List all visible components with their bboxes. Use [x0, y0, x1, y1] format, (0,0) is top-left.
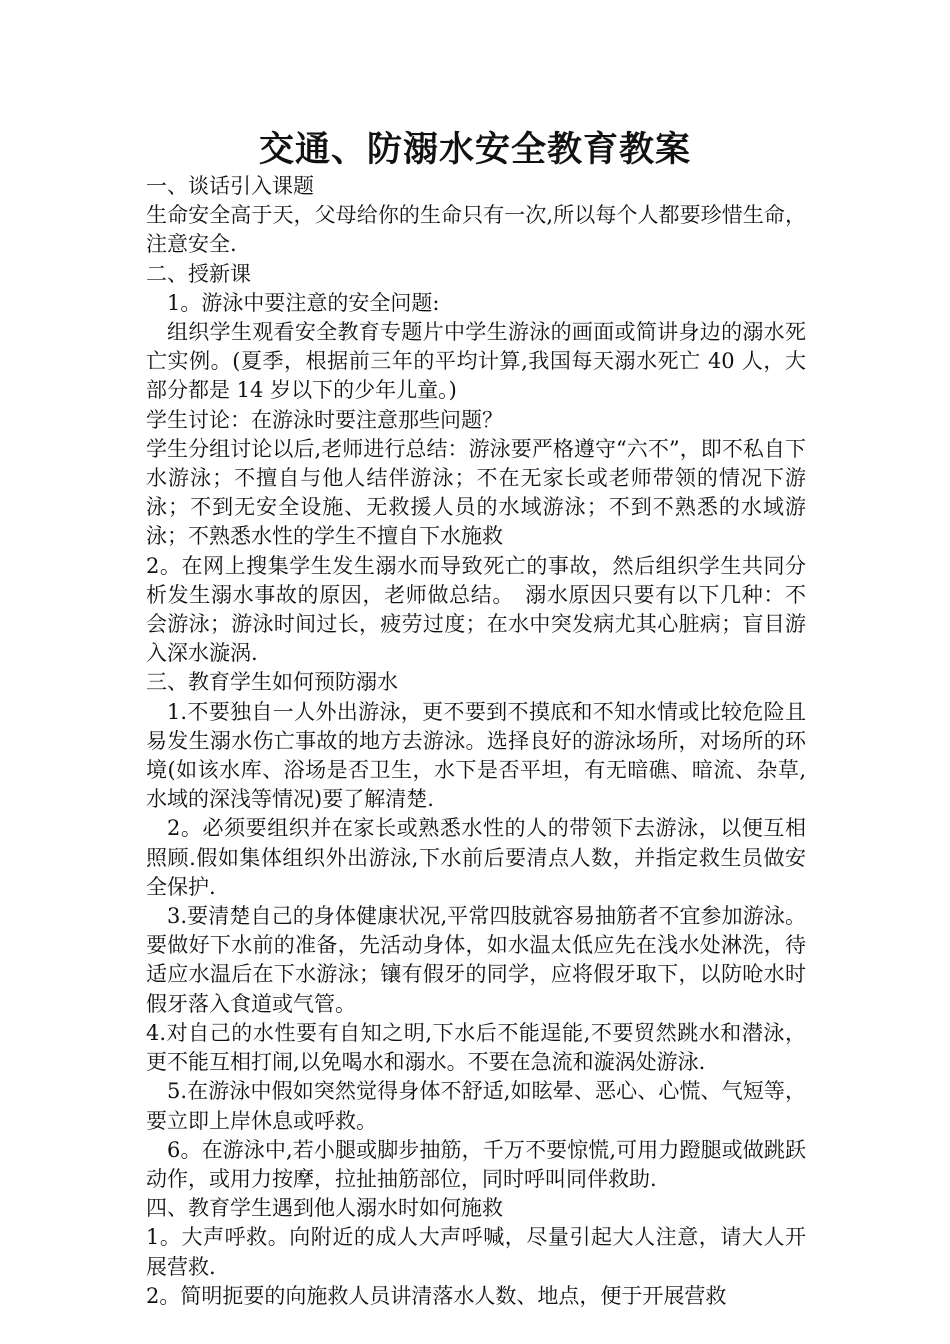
- subheading: 1。游泳中要注意的安全问题:: [167, 290, 440, 315]
- list-item: 1.不要独自一人外出游泳，更不要到不摸底和不知水情或比较危险且易发生溺水伤亡事故的地方去游泳。选择良好的游泳场所，对场所的环境(如该水库、浴场是否卫生，水下是否平坦，有无暗礁、暗流、杂草,水域的深浅等情况)要了解清楚.: [146, 699, 806, 812]
- list-item: 3.要清楚自己的身体健康状况,平常四肢就容易抽筋者不宜参加游泳。要做好下水前的准备，先活动身体，如水温太低应先在浅水处淋洗，待适应水温后在下水游泳；镶有假牙的同学，应将假牙取下，以防呛水时假牙落入食道或气管。: [146, 904, 806, 1016]
- section-heading-1: 一、谈话引入课题: [146, 174, 314, 198]
- list-item: 6。在游泳中,若小腿或脚步抽筋，千万不要惊慌,可用力蹬腿或做跳跃动作，或用力按摩，拉扯抽筋部位，同时呼叫同伴救助.: [146, 1137, 806, 1191]
- paragraph: 2。在网上搜集学生发生溺水而导致死亡的事故，然后组织学生共同分析发生溺水事故的原因，老师做总结。 溺水原因只要有以下几种：不会游泳；游泳时间过长，疲劳过度；在水中突发病尤其心脏病；盲目游入深水漩涡.: [146, 553, 806, 666]
- section-heading-2: 二、授新课: [146, 261, 251, 286]
- paragraph: 生命安全高于天，父母给你的生命只有一次,所以每个人都要珍惜生命，注意安全.: [146, 203, 806, 257]
- section-heading-4: 四、教育学生遇到他人溺水时如何施救: [146, 1196, 503, 1221]
- list-item: 2。简明扼要的向施救人员讲清落水人数、地点，便于开展营救: [146, 1283, 727, 1308]
- list-item: 4.对自己的水性要有自知之明,下水后不能逞能,不要贸然跳水和潜泳，更不能互相打闹,以免喝水和溺水。不要在急流和漩涡处游泳.: [146, 1020, 806, 1075]
- paragraph: 学生分组讨论以后,老师进行总结：游泳要严格遵守“六不”，即不私自下水游泳；不擅自与他人结伴游泳；不在无家长或老师带领的情况下游泳；不到无安全设施、无救援人员的水域游泳；不到不熟悉的水域游泳；不熟悉水性的学生不擅自下水施救: [146, 436, 806, 549]
- document-body: [146, 172, 806, 1311]
- list-item: 2。必须要组织并在家长或熟悉水性的人的带领下去游泳，以便互相照顾.假如集体组织外出游泳,下水前后要清点人数，并指定救生员做安全保护.: [146, 816, 806, 899]
- paragraph: 组织学生观看安全教育专题片中学生游泳的画面或简讲身边的溺水死亡实例。(夏季，根据前三年的平均计算,我国每天溺水死亡 40 人，大部分都是 14 岁以下的少年儿童。): [146, 320, 806, 403]
- section-heading-3: 三、教育学生如何预防溺水: [146, 670, 398, 695]
- page-title: 交通、防溺水安全教育教案: [258, 130, 691, 170]
- list-item: 5.在游泳中假如突然觉得身体不舒适,如眩晕、恶心、心慌、气短等，要立即上岸休息或呼救。: [146, 1079, 806, 1133]
- list-item: 1。大声呼救。向附近的成人大声呼喊，尽量引起大人注意，请大人开展营救.: [146, 1225, 806, 1279]
- paragraph: 学生讨论：在游泳时要注意那些问题？: [146, 407, 503, 432]
